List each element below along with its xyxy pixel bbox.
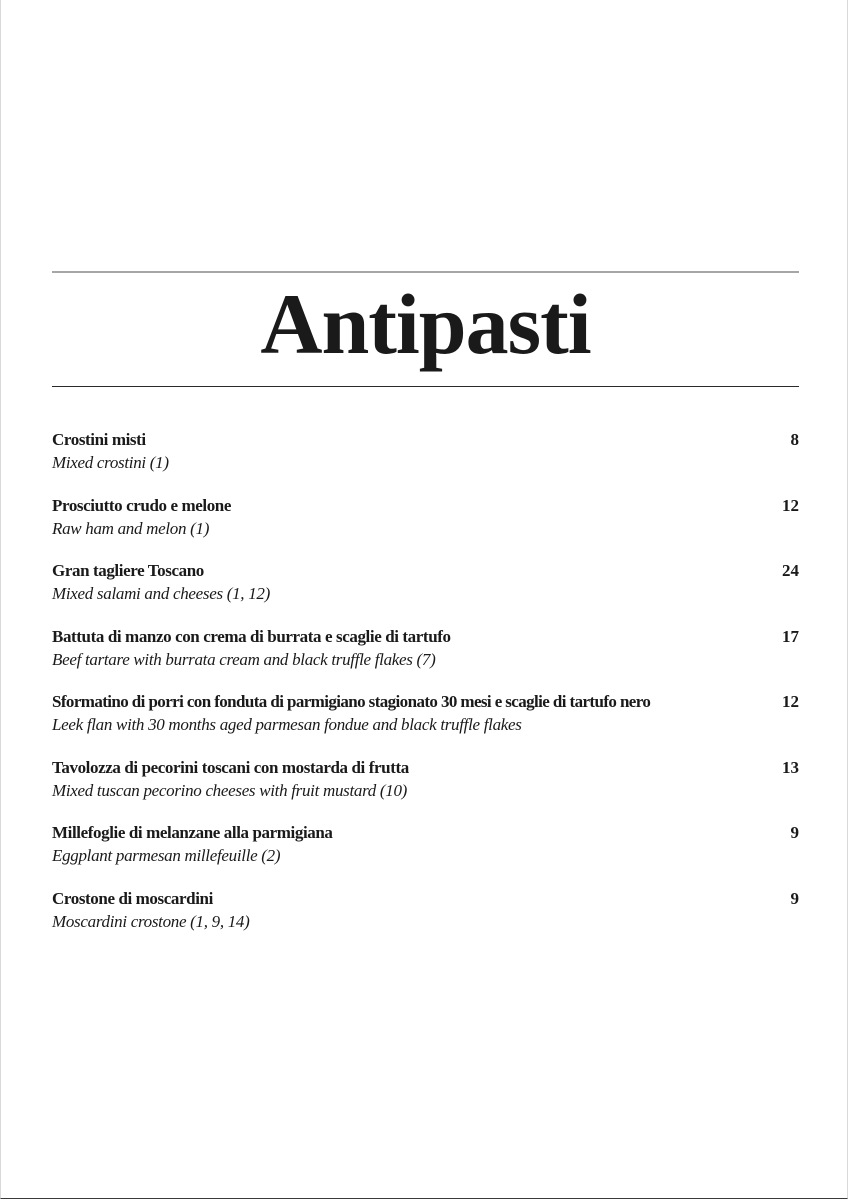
dish-description: Leek flan with 30 months aged parmesan fondue and black truffle flakes bbox=[52, 715, 522, 734]
dish-name: Millefoglie di melanzane alla parmigiana bbox=[52, 823, 333, 842]
section-title: Antipasti bbox=[260, 276, 591, 372]
dish-name: Crostini misti bbox=[52, 430, 146, 449]
menu-list bbox=[52, 428, 799, 952]
dish-price: 12 bbox=[782, 495, 799, 515]
dish-name: Tavolozza di pecorini toscani con mostarda di frutta bbox=[52, 757, 409, 777]
dish-name: Gran tagliere Toscano bbox=[52, 561, 204, 580]
menu-item bbox=[52, 756, 799, 822]
menu-item bbox=[52, 428, 799, 494]
dish-name: Crostone di moscardini bbox=[52, 888, 213, 908]
dish-name: Prosciutto crudo e melone bbox=[52, 495, 232, 515]
dish-description: Mixed crostini (1) bbox=[52, 453, 169, 472]
dish-description: Beef tartare with burrata cream and black truffle flakes (7) bbox=[52, 649, 436, 669]
menu-item bbox=[52, 625, 799, 691]
dish-price: 9 bbox=[790, 888, 799, 908]
dish-description: Eggplant parmesan millefeuille (2) bbox=[52, 846, 281, 865]
menu-item bbox=[52, 887, 799, 953]
dish-price: 24 bbox=[782, 561, 799, 580]
dish-description: Raw ham and melon (1) bbox=[52, 518, 210, 538]
dish-description: Mixed tuscan pecorino cheeses with fruit mustard (10) bbox=[52, 780, 408, 800]
title-top-rule bbox=[52, 271, 799, 273]
menu-item bbox=[52, 559, 799, 625]
title-bottom-rule bbox=[52, 386, 799, 387]
menu-item bbox=[52, 690, 799, 756]
dish-price: 9 bbox=[790, 823, 799, 842]
menu-item bbox=[52, 494, 799, 560]
dish-name: Battuta di manzo con crema di burrata e scaglie di tartufo bbox=[52, 626, 451, 646]
dish-name: Sformatino di porri con fonduta di parmigiano stagionato 30 mesi e scaglie di tartufo nero bbox=[52, 692, 651, 711]
dish-price: 12 bbox=[782, 692, 799, 711]
dish-description: Moscardini crostone (1, 9, 14) bbox=[52, 911, 250, 931]
menu-item bbox=[52, 821, 799, 887]
dish-price: 8 bbox=[790, 430, 799, 449]
dish-price: 17 bbox=[782, 626, 799, 646]
dish-price: 13 bbox=[782, 757, 799, 777]
dish-description: Mixed salami and cheeses (1, 12) bbox=[52, 584, 270, 603]
